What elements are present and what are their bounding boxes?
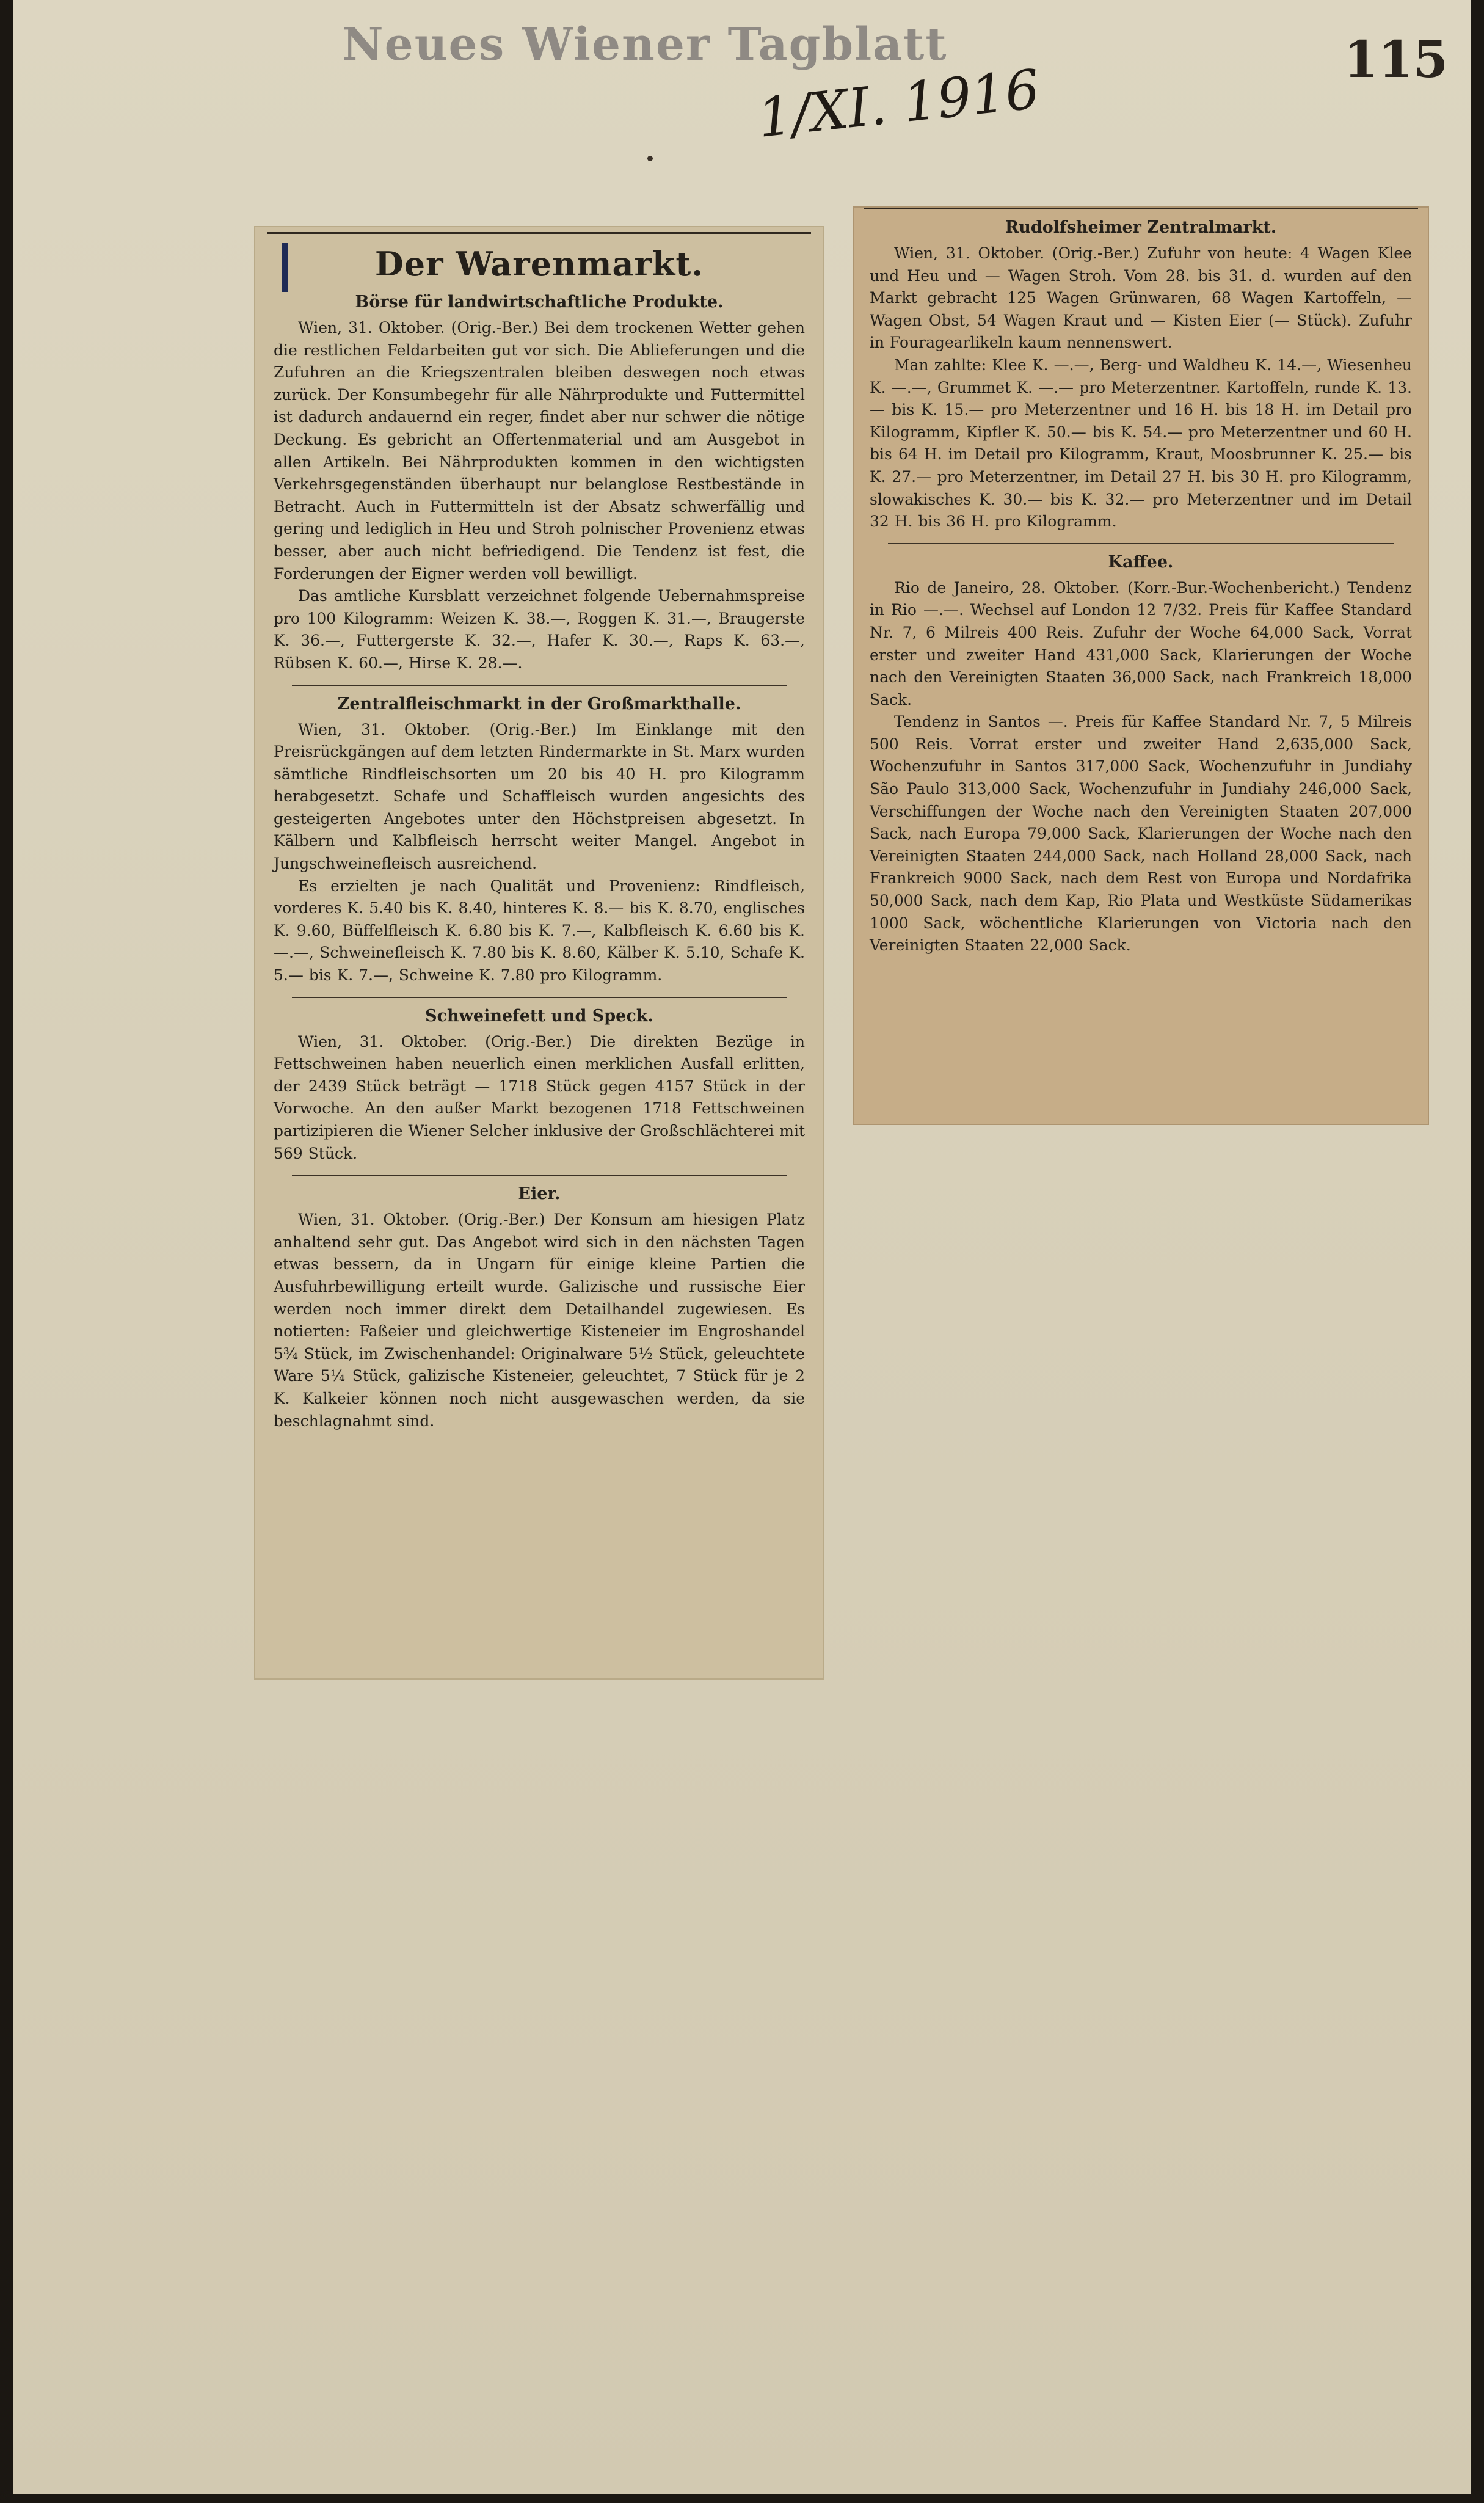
section-divider <box>292 1175 787 1176</box>
left-clipping <box>255 227 823 1678</box>
section-divider <box>292 685 787 686</box>
section-divider <box>888 543 1394 544</box>
scan-border-right <box>1471 0 1484 2503</box>
right-clipping <box>854 208 1428 1124</box>
scan-border-bottom <box>0 2494 1484 2503</box>
article-paragraph: Rio de Janeiro, 28. Oktober. (Korr.-Bur.-Wochenbericht.) Tendenz in Rio —.—. Wechsel auf London 12 7/32. Preis für Kaffee Standard Nr. 7, 6 Milreis 400 Reis. Zufuhr der Woche 64,000 Sack, Vorrat erster und zweiter Hand 431,000 Sack, Klarierungen der Woche nach den Vereinigten Staaten 36,000 Sack, nach Frankreich 18,000 Sack. <box>870 578 1412 709</box>
newspaper-stamp: Neues Wiener Tagblatt <box>342 18 948 71</box>
article-paragraph: Wien, 31. Oktober. (Orig.-Ber.) Im Einklange mit den Preisrückgängen auf dem letzten Rindermarkte in St. Marx wurden sämtliche Rindfleischsorten um 20 bis 40 H. pro Kilogramm herabgesetzt. Schafe und Schaffleisch wurden angesichts des gesteigerten Angebotes unter den Höchstpreisen abgesetzt. In Kälbern und Kalbfleisch herrscht weiter Mangel. Angebot in Jungschweinefleisch ausreichend. <box>274 720 805 873</box>
clipping-top-rule <box>267 232 811 234</box>
article-paragraph: Wien, 31. Oktober. (Orig.-Ber.) Bei dem trockenen Wetter gehen die restlichen Feldarbeiten gut vor sich. Die Ablieferungen und die Zufuhren an die Kriegszentralen bleiben deswegen noch etwas zurück. Der Konsumbegehr für alle Nährprodukte und Futtermittel ist dadurch andauernd ein reger, findet aber nur schwer die nötige Deckung. Es gebricht an Offertenmaterial und am Ausgebot in allen Artikeln. Bei Nährprodukten kommen in den wichtigsten Verkehrsgegenständen überhaupt nur belanglose Restbestände in Betracht. Auch in Futtermitteln ist der Absatz schwerfällig und gering und lediglich in Heu und Stroh polnischer Provenienz etwas besser, aber auch nicht befriedigend. Die Tendenz ist fest, die Forderungen der Eigner werden voll bewilligt. <box>274 319 805 583</box>
scan-border-left <box>0 0 13 2503</box>
article-headline: Der Warenmarkt. <box>374 244 704 283</box>
article-paragraph: Tendenz in Santos —. Preis für Kaffee Standard Nr. 7, 5 Milreis 500 Reis. Vorrat erster und zweiter Hand 2,635,000 Sack, Wochenzufuhr in Santos 317,000 Sack, Wochenzufuhr in Jundiahy São Paulo 313,000 Sack, Wochenzufuhr in Jundiahy 246,000 Sack, Verschiffungen der Woche nach den Vereinigten Staaten 207,000 Sack, nach Europa 79,000 Sack, Klarierungen der Woche nach den Vereinigten Staaten 244,000 Sack, nach Holland 28,000 Sack, nach Frankreich 9000 Sack, nach dem Rest von Europa und Nordafrika 50,000 Sack, nach dem Kap, Rio Plata und Westküste Südamerikas 1000 Sack, wöchentliche Klarierungen von Victoria nach den Vereinigten Staaten 22,000 Sack. <box>870 713 1412 955</box>
ink-dot <box>647 156 653 161</box>
section-divider <box>292 997 787 998</box>
section-title: Eier. <box>518 1184 561 1204</box>
article-paragraph: Man zahlte: Klee K. —.—, Berg- und Waldheu K. 14.—, Wiesenheu K. —.—, Grummet K. —.— pro Meterzentner. Kartoffeln, runde K. 13.— bis K. 15.— pro Meterzentner und 16 H. bis 18 H. im Detail pro Kilogramm, Kipfler K. 50.— bis K. 54.— pro Meterzentner und 60 H. bis 64 H. im Detail pro Kilogramm, Kraut, Moosbrunner K. 25.— bis K. 27.— pro Meterzentner, im Detail 27 H. bis 30 H. pro Kilogramm, slowakisches K. 30.— bis K. 32.— pro Meterzentner und im Detail 32 H. bis 36 H. pro Kilogramm. <box>870 355 1412 531</box>
article-paragraph: Es erzielten je nach Qualität und Provenienz: Rindfleisch, vorderes K. 5.40 bis K. 8.40, hinteres K. 8.— bis K. 8.70, englisches K. 9.60, Büffelfleisch K. 6.80 bis K. 7.—, Kalbfleisch K. 6.60 bis K. —.—, Schweinefleisch K. 7.80 bis K. 8.60, Kälber K. 5.10, Schafe K. 5.— bis K. 7.—, Schweine K. 7.80 pro Kilogramm. <box>274 876 805 985</box>
clipping-top-rule <box>864 208 1418 209</box>
handwritten-date: 1/XI. 1916 <box>754 57 1043 150</box>
article-paragraph: Wien, 31. Oktober. (Orig.-Ber.) Die direkten Bezüge in Fettschweinen haben neuerlich einen merklichen Ausfall erlitten, der 2439 Stück beträgt — 1718 Stück gegen 4157 Stück in der Vorwoche. An den außer Markt bezogenen 1718 Fettschweinen partizipieren die Wiener Selcher inklusive der Großschlächterei mit 569 Stück. <box>274 1032 805 1162</box>
section-title: Rudolfsheimer Zentralmarkt. <box>1005 218 1277 237</box>
article-paragraph: Wien, 31. Oktober. (Orig.-Ber.) Der Konsum am hiesigen Platz anhaltend sehr gut. Das Angebot wird sich in den nächsten Tagen etwas bessern, da in Ungarn für einige kleine Partien die Ausfuhrbewilligung erteilt wurde. Galizische und russische Eier werden noch immer direkt dem Detailhandel zugewiesen. Es notierten: Faßeier und gleichwertige Kisteneier im Engroshandel 5¾ Stück, im Zwischenhandel: Originalware 5½ Stück, geleuchtete Ware 5¼ Stück, galizische Kisteneier, geleuchtet, 7 Stück für je 2 K. Kalkeier können noch nicht ausgewaschen werden, da sie beschlagnahmt sind. <box>274 1211 805 1430</box>
page-number: 115 <box>1344 31 1449 89</box>
section-title: Kaffee. <box>1108 552 1174 572</box>
article-paragraph: Wien, 31. Oktober. (Orig.-Ber.) Zufuhr von heute: 4 Wagen Klee und Heu und — Wagen Stroh. Vom 28. bis 31. d. wurden auf den Markt gebracht 125 Wagen Grünwaren, 68 Wagen Kartoffeln, — Wagen Obst, 54 Wagen Kraut und — Kisten Eier (— Stück). Zufuhr in Fouragearlikeln kaum nennenswert. <box>870 244 1412 352</box>
section-title: Schweinefett und Speck. <box>425 1006 653 1026</box>
section-title: Börse für landwirtschaftliche Produkte. <box>355 293 724 312</box>
article-paragraph: Das amtliche Kursblatt verzeichnet folgende Uebernahmspreise pro 100 Kilogramm: Weizen K. 38.—, Roggen K. 31.—, Braugerste K. 36.—, Futtergerste K. 32.—, Hafer K. 30.—, Raps K. 63.—, Rübsen K. 60.—, Hirse K. 28.—. <box>274 587 805 672</box>
section-title: Zentralfleischmarkt in der Großmarkthalle. <box>337 694 741 713</box>
blue-pencil-mark <box>282 243 288 292</box>
